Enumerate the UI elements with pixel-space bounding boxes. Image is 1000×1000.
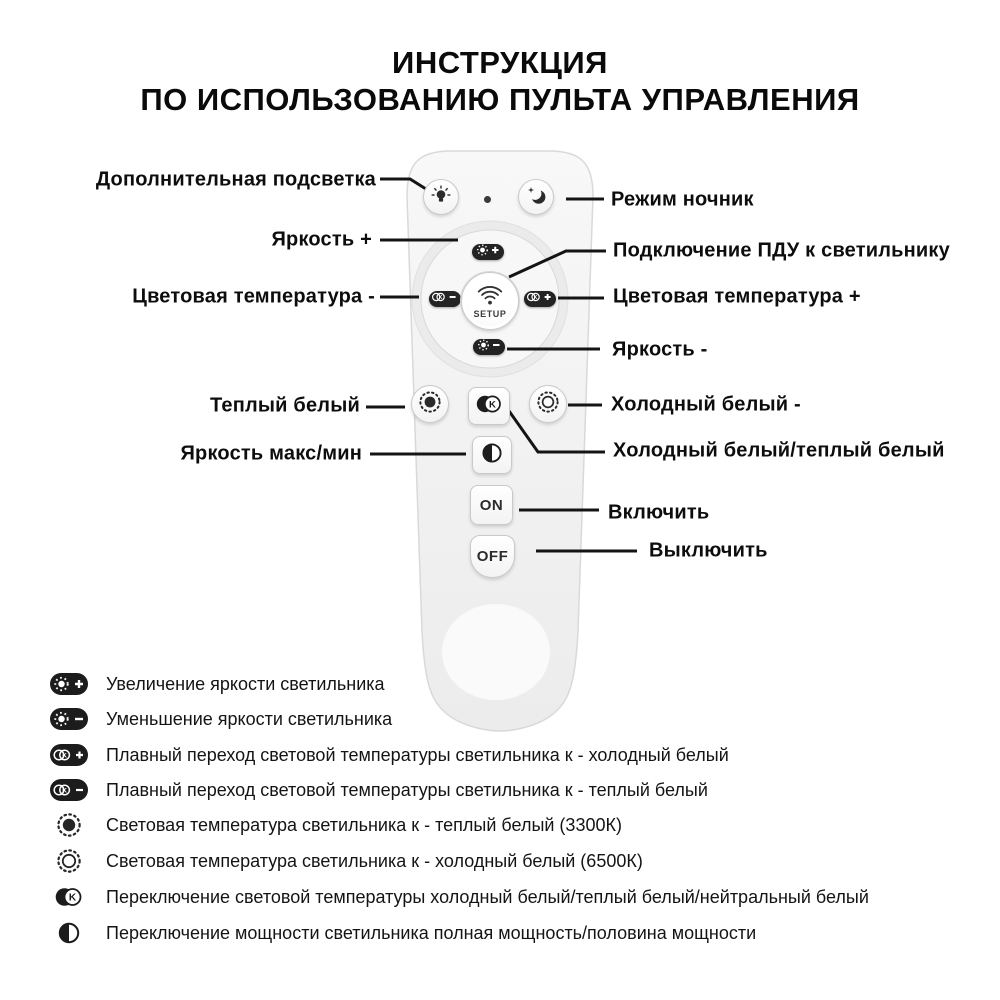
legend-item (48, 777, 708, 803)
legend-item (48, 811, 622, 839)
callout-label-night-mode: Режим ночник (611, 188, 754, 211)
sun-minus-icon (473, 337, 505, 358)
legend-text: Переключение световой температуры холодный белый/теплый белый/нейтральный белый (106, 886, 869, 907)
svg-text:K: K (62, 787, 67, 795)
kelvin-minus-icon (429, 289, 461, 310)
callout-label-color-temp-minus: Цветовая температура - (132, 285, 375, 308)
legend-text: Переключение мощности светильника полная мощность/половина мощности (106, 922, 757, 943)
legend-text: Плавный переход световой температуры светильника к - теплый белый (106, 779, 708, 800)
callout-label-pair-remote: Подключение ПДУ к светильнику (613, 239, 950, 262)
callout-label-extra-light: Дополнительная подсветка (95, 168, 376, 191)
legend-item (48, 920, 756, 946)
callout-label-cw-ww-toggle: Холодный белый/теплый белый (613, 439, 945, 462)
callout-label-color-temp-plus: Цветовая температура + (613, 285, 861, 308)
night-mode-button[interactable] (518, 179, 554, 215)
legend-text: Увеличение яркости светильника (106, 673, 385, 694)
legend-item (48, 884, 869, 910)
sun-plus-icon (48, 671, 90, 697)
legend-text: Плавный переход световой температуры светильника к - холодный белый (106, 744, 729, 765)
on-button[interactable]: ON (470, 485, 513, 525)
legend-item (48, 706, 392, 732)
svg-text:K: K (488, 398, 496, 410)
status-led (484, 196, 491, 203)
half-power-icon (480, 441, 504, 470)
cw-ww-toggle-button[interactable] (468, 387, 510, 425)
callout-label-brightness-maxmin: Яркость макс/мин (180, 442, 362, 465)
power-mode-button[interactable] (472, 436, 512, 474)
callout-label-power-off: Выключить (649, 539, 768, 562)
wifi-icon (475, 284, 505, 310)
off-button[interactable]: OFF (470, 535, 515, 578)
svg-text:K: K (438, 294, 443, 301)
title-line1: ИНСТРУКЦИЯ (392, 45, 608, 80)
legend-item (48, 742, 729, 768)
kelvin-toggle-icon (48, 884, 90, 910)
legend-text: Световая температура светильника к - теплый белый (3300К) (106, 814, 622, 835)
sun-outline-icon (48, 847, 90, 875)
setup-button-label: SETUP (473, 308, 507, 319)
sun-outline-icon (535, 389, 561, 420)
svg-text:K: K (68, 892, 77, 904)
kelvin-toggle-icon (475, 392, 503, 421)
callout-label-brightness-minus: Яркость - (612, 338, 708, 361)
brightness-plus-button[interactable] (472, 244, 504, 260)
legend-item (48, 847, 643, 875)
legend-text: Уменьшение яркости светильника (106, 708, 393, 729)
extra-light-button[interactable] (423, 179, 459, 215)
light-bulb-icon (430, 184, 452, 211)
kelvin-minus-icon (48, 777, 90, 803)
brightness-minus-button[interactable] (473, 339, 505, 355)
setup-button[interactable] (461, 272, 519, 330)
sun-plus-icon (472, 242, 504, 263)
callout-label-power-on: Включить (608, 501, 710, 524)
svg-text:K: K (533, 294, 538, 301)
callout-label-warm-white: Теплый белый (209, 394, 360, 417)
callout-label-cold-white: Холодный белый - (611, 393, 801, 416)
sun-minus-icon (48, 706, 90, 732)
legend-text: Световая температура светильника к - холодный белый (6500К) (106, 850, 643, 871)
half-power-icon (48, 920, 90, 946)
sun-filled-icon (48, 811, 90, 839)
remote-body-highlight (442, 604, 550, 700)
color-temp-plus-button[interactable] (524, 291, 556, 307)
title-line2: ПО ИСПОЛЬЗОВАНИЮ ПУЛЬТА УПРАВЛЕНИЯ (140, 82, 860, 117)
moon-star-icon (525, 184, 547, 211)
color-temp-minus-button[interactable] (429, 291, 461, 307)
warm-white-button[interactable] (411, 385, 449, 423)
kelvin-plus-icon (48, 742, 90, 768)
cold-white-button[interactable] (529, 385, 567, 423)
sun-filled-icon (417, 389, 443, 420)
svg-text:K: K (62, 752, 67, 760)
legend-item (48, 671, 385, 697)
kelvin-plus-icon (524, 289, 556, 310)
callout-label-brightness-plus: Яркость + (271, 228, 372, 251)
